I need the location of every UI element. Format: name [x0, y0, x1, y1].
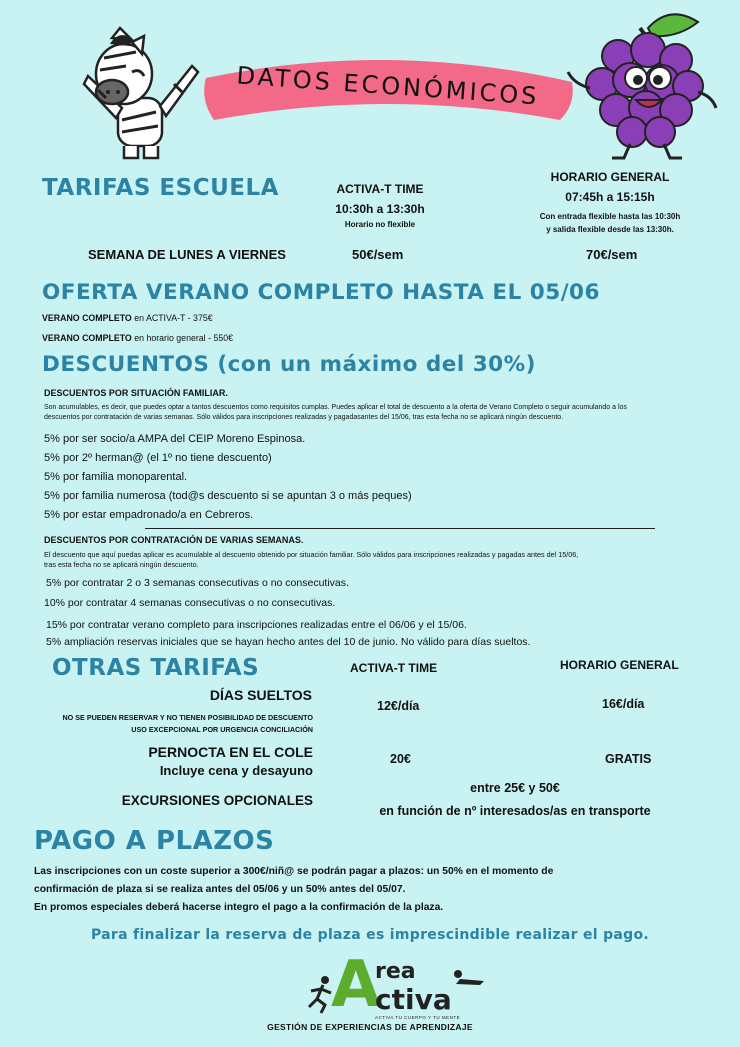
- pernocta-price-activa: 20€: [390, 752, 411, 766]
- familiar-list: [44, 430, 412, 525]
- familiar-item: 5% por 2º herman@ (el 1º no tiene descuento): [44, 452, 272, 464]
- otras-heading: OTRAS TARIFAS: [52, 655, 260, 681]
- oferta-line-1: [42, 313, 213, 323]
- oferta-line-2: [42, 333, 233, 343]
- divider: [145, 528, 655, 529]
- zebra-illustration: [74, 24, 204, 164]
- dias-note-1: NO SE PUEDEN RESERVAR Y NO TIENEN POSIBILIDAD DE DESCUENTO: [62, 713, 313, 722]
- semanas-text-2: tras esta fecha no se aplicará ningún descuento.: [44, 560, 199, 569]
- familiar-title: DESCUENTOS POR SITUACIÓN FAMILIAR.: [44, 388, 228, 398]
- pago-text-3: En promos especiales deberá hacerse integro el pago a la confirmación de la plaza.: [34, 902, 444, 913]
- general-price: 70€/sem: [586, 247, 638, 262]
- dias-note-2: USO EXCEPCIONAL POR URGENCIA CONCILIACIÓN: [131, 725, 313, 734]
- pago-heading: PAGO A PLAZOS: [34, 826, 275, 856]
- activa-t-price: 50€/sem: [352, 247, 404, 262]
- excursiones-value-1: entre 25€ y 50€: [470, 781, 560, 795]
- familiar-item: 5% por ser socio/a AMPA del CEIP Moreno Espinosa.: [44, 433, 306, 445]
- excursiones-value-2: en función de nº interesados/as en transporte: [379, 804, 651, 818]
- familiar-text-2: descuentos por contratación de varias semanas. Sólo válidos para inscripciones realizadas y pagadasantes del 15/06, tras esta fecha no se aplicará ningún descuento.: [44, 414, 564, 421]
- activa-t-note: Horario no flexible: [344, 220, 416, 229]
- general-note-1: Con entrada flexible hasta las 10:30h: [539, 212, 681, 221]
- general-block: [500, 170, 720, 236]
- title-banner: [200, 48, 576, 134]
- logo-word-ctiva: ctiva: [375, 983, 452, 1016]
- semanas-title: DESCUENTOS POR CONTRATACIÓN DE VARIAS SEMANAS.: [44, 535, 304, 545]
- logo-letter-a: A: [331, 948, 381, 1022]
- oferta-heading: OFERTA VERANO COMPLETO HASTA EL 05/06: [42, 280, 600, 305]
- pernocta-label: PERNOCTA EN EL COLE: [148, 744, 313, 760]
- semanas-item: 15% por contratar verano completo para inscripciones realizadas entre el 06/06 y el 15/06.: [46, 619, 467, 631]
- oferta-line-2-rest: en horario general - 550€: [131, 333, 234, 343]
- otras-col-activa: ACTIVA-T TIME: [350, 661, 438, 675]
- activa-t-hours: 10:30h a 13:30h: [335, 202, 425, 216]
- pago-text-2: confirmación de plaza si se realiza antes del 05/06 y un 50% antes del 05/07.: [34, 884, 406, 895]
- activa-t-title: ACTIVA-T TIME: [336, 182, 424, 196]
- pernocta-sub: Incluye cena y desayuno: [159, 763, 313, 778]
- excursiones-label: EXCURSIONES OPCIONALES: [121, 793, 313, 808]
- familiar-item: 5% por familia numerosa (tod@s descuento si se apuntan 3 o más peques): [44, 490, 412, 502]
- dias-price-general: 16€/día: [602, 697, 645, 711]
- oferta-line-2-bold: VERANO COMPLETO: [42, 333, 132, 343]
- pago-text-1: Las inscripciones con un coste superior a 300€/niñ@ se podrán pagar a plazos: un 50% en el momento de: [34, 866, 554, 877]
- reader-icon: [450, 969, 488, 987]
- familiar-item: 5% por familia monoparental.: [44, 471, 188, 483]
- pago-text: [34, 863, 694, 917]
- logo-word-rea: rea: [375, 959, 416, 984]
- banner-title: DATOS ECONÓMICOS: [235, 61, 541, 111]
- week-label: SEMANA DE LUNES A VIERNES: [88, 247, 286, 262]
- descuentos-heading: DESCUENTOS (con un máximo del 30%): [42, 352, 536, 377]
- pago-final: Para finalizar la reserva de plaza es imprescindible realizar el pago.: [91, 927, 649, 943]
- dias-price-activa: 12€/día: [377, 699, 420, 713]
- activa-t-block: [300, 182, 460, 229]
- general-hours: 07:45h a 15:15h: [565, 190, 655, 204]
- oferta-line-1-rest: en ACTIVA-T - 375€: [131, 313, 213, 323]
- semanas-item: 5% por contratar 2 o 3 semanas consecutivas o no consecutivas.: [46, 577, 349, 589]
- familiar-text-1: Son acumulables, es decir, que puedes optar a tantos descuentos como requisitos cumplas. Puedes aplicar el total de descuento a la oferta de Verano Completo o seguir acumulando a los: [44, 404, 627, 411]
- grape-illustration: [560, 8, 720, 163]
- semanas-item: 5% ampliación reservas iniciales que se hayan hecho antes del 10 de junio. No válido para días sueltos.: [46, 636, 531, 648]
- pernocta-price-general: GRATIS: [605, 752, 652, 766]
- general-title: HORARIO GENERAL: [550, 170, 670, 184]
- familiar-item: 5% por estar empadronado/a en Cebreros.: [44, 509, 254, 521]
- semanas-text-1: El descuento que aquí puedas aplicar es acumulable al descuento obtenido por situación familiar. Sólo válidos para inscripciones realizadas y pagadas antes del 15/06,: [44, 550, 579, 559]
- dias-label: DÍAS SUELTOS: [209, 687, 312, 703]
- tarifas-escuela-heading: TARIFAS ESCUELA: [42, 175, 279, 201]
- semanas-item: 10% por contratar 4 semanas consecutivas o no consecutivas.: [44, 597, 336, 609]
- oferta-line-1-bold: VERANO COMPLETO: [42, 313, 132, 323]
- general-note-2: y salida flexible desde las 13:30h.: [546, 225, 674, 234]
- logo-slogan: ACTIVA TU CUERPO Y TU MENTE: [375, 1015, 461, 1020]
- otras-col-general: HORARIO GENERAL: [560, 658, 679, 672]
- dias-notes: [10, 712, 313, 736]
- logo-tagline: GESTIÓN DE EXPERIENCIAS DE APRENDIZAJE: [267, 1022, 473, 1032]
